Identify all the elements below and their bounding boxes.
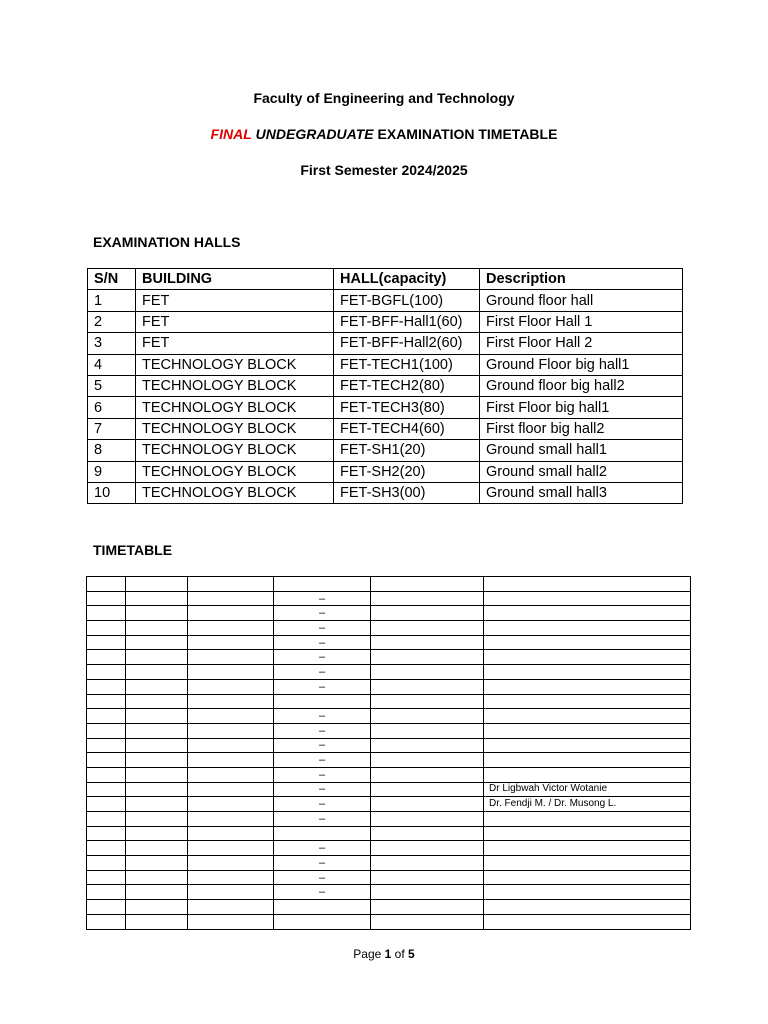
page-word: Page bbox=[353, 947, 382, 961]
timetable-cell bbox=[126, 885, 188, 900]
timetable-cell: – bbox=[274, 650, 371, 665]
timetable-cell bbox=[87, 723, 126, 738]
halls-cell: 2 bbox=[88, 311, 136, 332]
timetable-cell bbox=[484, 621, 691, 636]
halls-row bbox=[88, 482, 683, 503]
timetable-cell bbox=[371, 723, 484, 738]
timetable-cell bbox=[484, 914, 691, 929]
timetable-cell bbox=[484, 738, 691, 753]
timetable-cell bbox=[87, 577, 126, 592]
timetable-cell bbox=[126, 577, 188, 592]
timetable-cell bbox=[188, 709, 274, 724]
halls-cell: Ground floor big hall2 bbox=[480, 375, 683, 396]
halls-row bbox=[88, 440, 683, 461]
title-rest: EXAMINATION TIMETABLE bbox=[377, 126, 558, 142]
col-description: Description bbox=[480, 269, 683, 290]
timetable-cell bbox=[188, 635, 274, 650]
timetable-cell bbox=[126, 694, 188, 709]
timetable-cell: – bbox=[274, 591, 371, 606]
timetable-row bbox=[87, 635, 691, 650]
timetable-cell bbox=[371, 738, 484, 753]
timetable-cell bbox=[126, 679, 188, 694]
timetable-row bbox=[87, 870, 691, 885]
halls-cell: Ground floor hall bbox=[480, 290, 683, 311]
timetable-cell bbox=[371, 591, 484, 606]
timetable-cell bbox=[371, 709, 484, 724]
title-final: FINAL bbox=[210, 126, 252, 142]
halls-cell: First Floor Hall 1 bbox=[480, 311, 683, 332]
timetable-cell bbox=[484, 650, 691, 665]
halls-cell: TECHNOLOGY BLOCK bbox=[136, 375, 334, 396]
timetable-row bbox=[87, 826, 691, 841]
timetable-cell bbox=[188, 885, 274, 900]
halls-header-row bbox=[88, 269, 683, 290]
timetable-row bbox=[87, 885, 691, 900]
timetable-cell bbox=[188, 723, 274, 738]
timetable-cell bbox=[126, 797, 188, 812]
timetable-body bbox=[87, 577, 691, 930]
halls-cell: 10 bbox=[88, 482, 136, 503]
timetable-cell bbox=[87, 782, 126, 797]
timetable-cell bbox=[87, 694, 126, 709]
total-pages: 5 bbox=[408, 947, 415, 961]
halls-cell: Ground small hall1 bbox=[480, 440, 683, 461]
halls-cell: FET-TECH1(100) bbox=[334, 354, 480, 375]
timetable-cell bbox=[188, 826, 274, 841]
timetable-cell bbox=[87, 856, 126, 871]
timetable-cell bbox=[188, 856, 274, 871]
timetable-cell: Dr Ligbwah Victor Wotanie bbox=[484, 782, 691, 797]
halls-cell: 3 bbox=[88, 333, 136, 354]
timetable-cell bbox=[371, 753, 484, 768]
halls-cell: 1 bbox=[88, 290, 136, 311]
timetable-cell: – bbox=[274, 738, 371, 753]
timetable-row bbox=[87, 591, 691, 606]
timetable-row bbox=[87, 621, 691, 636]
timetable-cell bbox=[484, 591, 691, 606]
timetable-row bbox=[87, 856, 691, 871]
timetable-cell bbox=[371, 826, 484, 841]
timetable-cell bbox=[371, 914, 484, 929]
timetable-cell bbox=[188, 621, 274, 636]
timetable-cell bbox=[484, 723, 691, 738]
timetable-cell bbox=[484, 665, 691, 680]
timetable-table bbox=[86, 576, 691, 930]
timetable-cell bbox=[371, 767, 484, 782]
timetable-cell bbox=[484, 709, 691, 724]
timetable-cell bbox=[126, 914, 188, 929]
timetable-cell: – bbox=[274, 856, 371, 871]
timetable-cell bbox=[484, 885, 691, 900]
halls-cell: FET-SH1(20) bbox=[334, 440, 480, 461]
timetable-cell bbox=[87, 738, 126, 753]
timetable-cell bbox=[371, 650, 484, 665]
timetable-cell: – bbox=[274, 709, 371, 724]
halls-row bbox=[88, 375, 683, 396]
timetable-cell bbox=[126, 709, 188, 724]
halls-cell: FET-BGFL(100) bbox=[334, 290, 480, 311]
timetable-cell: – bbox=[274, 606, 371, 621]
timetable-cell bbox=[87, 709, 126, 724]
halls-cell: FET bbox=[136, 333, 334, 354]
timetable-cell bbox=[371, 812, 484, 827]
timetable-cell bbox=[484, 767, 691, 782]
timetable-cell: – bbox=[274, 635, 371, 650]
timetable-cell bbox=[371, 665, 484, 680]
halls-row bbox=[88, 354, 683, 375]
timetable-cell bbox=[188, 606, 274, 621]
timetable-cell bbox=[188, 812, 274, 827]
halls-cell: Ground small hall2 bbox=[480, 461, 683, 482]
halls-cell: 7 bbox=[88, 418, 136, 439]
halls-row bbox=[88, 311, 683, 332]
timetable-cell bbox=[126, 606, 188, 621]
timetable-cell bbox=[188, 679, 274, 694]
timetable-cell bbox=[484, 679, 691, 694]
halls-cell: TECHNOLOGY BLOCK bbox=[136, 397, 334, 418]
timetable-cell bbox=[371, 635, 484, 650]
timetable-cell bbox=[126, 753, 188, 768]
timetable-cell bbox=[188, 650, 274, 665]
timetable-cell bbox=[188, 577, 274, 592]
timetable-cell bbox=[126, 665, 188, 680]
halls-cell: 5 bbox=[88, 375, 136, 396]
timetable-cell bbox=[87, 870, 126, 885]
halls-cell: 8 bbox=[88, 440, 136, 461]
timetable-cell bbox=[371, 900, 484, 915]
timetable-section-label: TIMETABLE bbox=[93, 542, 173, 558]
timetable-row bbox=[87, 914, 691, 929]
timetable-cell bbox=[87, 812, 126, 827]
halls-cell: FET bbox=[136, 311, 334, 332]
halls-cell: 6 bbox=[88, 397, 136, 418]
timetable-cell: – bbox=[274, 782, 371, 797]
halls-cell: TECHNOLOGY BLOCK bbox=[136, 482, 334, 503]
timetable-cell: – bbox=[274, 767, 371, 782]
halls-cell: FET-BFF-Hall1(60) bbox=[334, 311, 480, 332]
timetable-cell: Dr. Fendji M. / Dr. Musong L. bbox=[484, 797, 691, 812]
timetable-cell bbox=[87, 591, 126, 606]
semester-heading: First Semester 2024/2025 bbox=[300, 162, 468, 178]
timetable-cell bbox=[371, 841, 484, 856]
timetable-cell bbox=[87, 826, 126, 841]
timetable-row bbox=[87, 738, 691, 753]
timetable-cell bbox=[274, 826, 371, 841]
timetable-cell: – bbox=[274, 679, 371, 694]
timetable-cell: – bbox=[274, 885, 371, 900]
timetable-cell bbox=[188, 738, 274, 753]
timetable-cell bbox=[188, 591, 274, 606]
timetable-cell bbox=[371, 577, 484, 592]
timetable-cell bbox=[126, 738, 188, 753]
timetable-cell bbox=[371, 606, 484, 621]
timetable-cell bbox=[188, 782, 274, 797]
halls-table bbox=[87, 268, 683, 504]
halls-cell: FET-TECH4(60) bbox=[334, 418, 480, 439]
timetable-cell bbox=[87, 665, 126, 680]
halls-cell: TECHNOLOGY BLOCK bbox=[136, 354, 334, 375]
faculty-heading: Faculty of Engineering and Technology bbox=[253, 90, 515, 106]
timetable-cell bbox=[126, 591, 188, 606]
halls-cell: FET bbox=[136, 290, 334, 311]
timetable-cell bbox=[188, 914, 274, 929]
timetable-cell bbox=[87, 797, 126, 812]
timetable-cell bbox=[484, 812, 691, 827]
timetable-row bbox=[87, 782, 691, 797]
timetable-cell bbox=[126, 856, 188, 871]
col-building: BUILDING bbox=[136, 269, 334, 290]
timetable-cell bbox=[371, 694, 484, 709]
timetable-row bbox=[87, 797, 691, 812]
timetable-cell bbox=[126, 723, 188, 738]
halls-cell: Ground small hall3 bbox=[480, 482, 683, 503]
timetable-cell bbox=[371, 856, 484, 871]
timetable-cell: – bbox=[274, 723, 371, 738]
timetable-row bbox=[87, 577, 691, 592]
timetable-cell bbox=[274, 914, 371, 929]
timetable-cell bbox=[371, 782, 484, 797]
timetable-cell bbox=[484, 900, 691, 915]
timetable-cell bbox=[87, 650, 126, 665]
halls-section-label: EXAMINATION HALLS bbox=[93, 234, 241, 250]
timetable-cell bbox=[126, 782, 188, 797]
of-word: of bbox=[394, 947, 405, 961]
timetable-cell bbox=[87, 621, 126, 636]
timetable-cell bbox=[484, 577, 691, 592]
timetable-cell bbox=[87, 885, 126, 900]
timetable-cell bbox=[188, 900, 274, 915]
timetable-cell bbox=[274, 900, 371, 915]
timetable-cell bbox=[87, 753, 126, 768]
timetable-cell bbox=[188, 870, 274, 885]
halls-row bbox=[88, 397, 683, 418]
timetable-cell bbox=[87, 900, 126, 915]
halls-cell: TECHNOLOGY BLOCK bbox=[136, 440, 334, 461]
timetable-cell bbox=[87, 841, 126, 856]
timetable-cell bbox=[188, 797, 274, 812]
timetable-cell bbox=[126, 635, 188, 650]
timetable-cell bbox=[484, 694, 691, 709]
timetable-cell bbox=[484, 870, 691, 885]
timetable-cell bbox=[371, 885, 484, 900]
halls-cell: 9 bbox=[88, 461, 136, 482]
timetable-row bbox=[87, 841, 691, 856]
timetable-cell bbox=[484, 606, 691, 621]
timetable-cell bbox=[188, 694, 274, 709]
halls-row bbox=[88, 290, 683, 311]
halls-cell: Ground Floor big hall1 bbox=[480, 354, 683, 375]
timetable-cell bbox=[87, 914, 126, 929]
halls-cell: FET-SH3(00) bbox=[334, 482, 480, 503]
timetable-cell bbox=[188, 841, 274, 856]
timetable-cell bbox=[126, 841, 188, 856]
timetable-row bbox=[87, 606, 691, 621]
timetable-cell bbox=[371, 621, 484, 636]
halls-cell: First Floor Hall 2 bbox=[480, 333, 683, 354]
timetable-row bbox=[87, 665, 691, 680]
timetable-cell: – bbox=[274, 665, 371, 680]
timetable-cell: – bbox=[274, 621, 371, 636]
timetable-cell bbox=[126, 870, 188, 885]
timetable-cell bbox=[126, 900, 188, 915]
halls-cell: TECHNOLOGY BLOCK bbox=[136, 461, 334, 482]
timetable-cell bbox=[371, 870, 484, 885]
current-page: 1 bbox=[384, 947, 392, 961]
timetable-row bbox=[87, 723, 691, 738]
timetable-cell bbox=[126, 621, 188, 636]
timetable-cell bbox=[126, 826, 188, 841]
timetable-cell bbox=[274, 577, 371, 592]
timetable-cell bbox=[484, 753, 691, 768]
timetable-cell bbox=[484, 826, 691, 841]
halls-row bbox=[88, 418, 683, 439]
timetable-cell bbox=[87, 679, 126, 694]
timetable-cell: – bbox=[274, 841, 371, 856]
timetable-cell: – bbox=[274, 812, 371, 827]
timetable-cell bbox=[274, 694, 371, 709]
timetable-cell bbox=[371, 679, 484, 694]
timetable-row bbox=[87, 812, 691, 827]
timetable-cell bbox=[87, 635, 126, 650]
timetable-cell bbox=[371, 797, 484, 812]
halls-cell: FET-BFF-Hall2(60) bbox=[334, 333, 480, 354]
timetable-cell: – bbox=[274, 797, 371, 812]
timetable-row bbox=[87, 650, 691, 665]
timetable-title bbox=[0, 126, 768, 142]
timetable-row bbox=[87, 753, 691, 768]
timetable-row bbox=[87, 900, 691, 915]
timetable-cell bbox=[188, 665, 274, 680]
col-sn: S/N bbox=[88, 269, 136, 290]
halls-cell: First Floor big hall1 bbox=[480, 397, 683, 418]
timetable-cell bbox=[126, 812, 188, 827]
timetable-cell bbox=[126, 650, 188, 665]
halls-cell: 4 bbox=[88, 354, 136, 375]
timetable-row bbox=[87, 694, 691, 709]
timetable-cell bbox=[87, 606, 126, 621]
timetable-cell bbox=[126, 767, 188, 782]
timetable-cell: – bbox=[274, 753, 371, 768]
halls-cell: TECHNOLOGY BLOCK bbox=[136, 418, 334, 439]
halls-row bbox=[88, 333, 683, 354]
timetable-cell bbox=[484, 635, 691, 650]
timetable-cell: – bbox=[274, 870, 371, 885]
timetable-cell bbox=[87, 767, 126, 782]
halls-row bbox=[88, 461, 683, 482]
page-footer bbox=[0, 947, 768, 961]
timetable-row bbox=[87, 767, 691, 782]
title-undergrad: UNDEGRADUATE bbox=[255, 126, 374, 142]
halls-cell: First floor big hall2 bbox=[480, 418, 683, 439]
timetable-cell bbox=[484, 841, 691, 856]
timetable-cell bbox=[188, 767, 274, 782]
halls-cell: FET-SH2(20) bbox=[334, 461, 480, 482]
halls-body bbox=[88, 290, 683, 504]
timetable-cell bbox=[188, 753, 274, 768]
halls-cell: FET-TECH3(80) bbox=[334, 397, 480, 418]
timetable-row bbox=[87, 709, 691, 724]
halls-cell: FET-TECH2(80) bbox=[334, 375, 480, 396]
timetable-row bbox=[87, 679, 691, 694]
col-hall: HALL(capacity) bbox=[334, 269, 480, 290]
timetable-cell bbox=[484, 856, 691, 871]
